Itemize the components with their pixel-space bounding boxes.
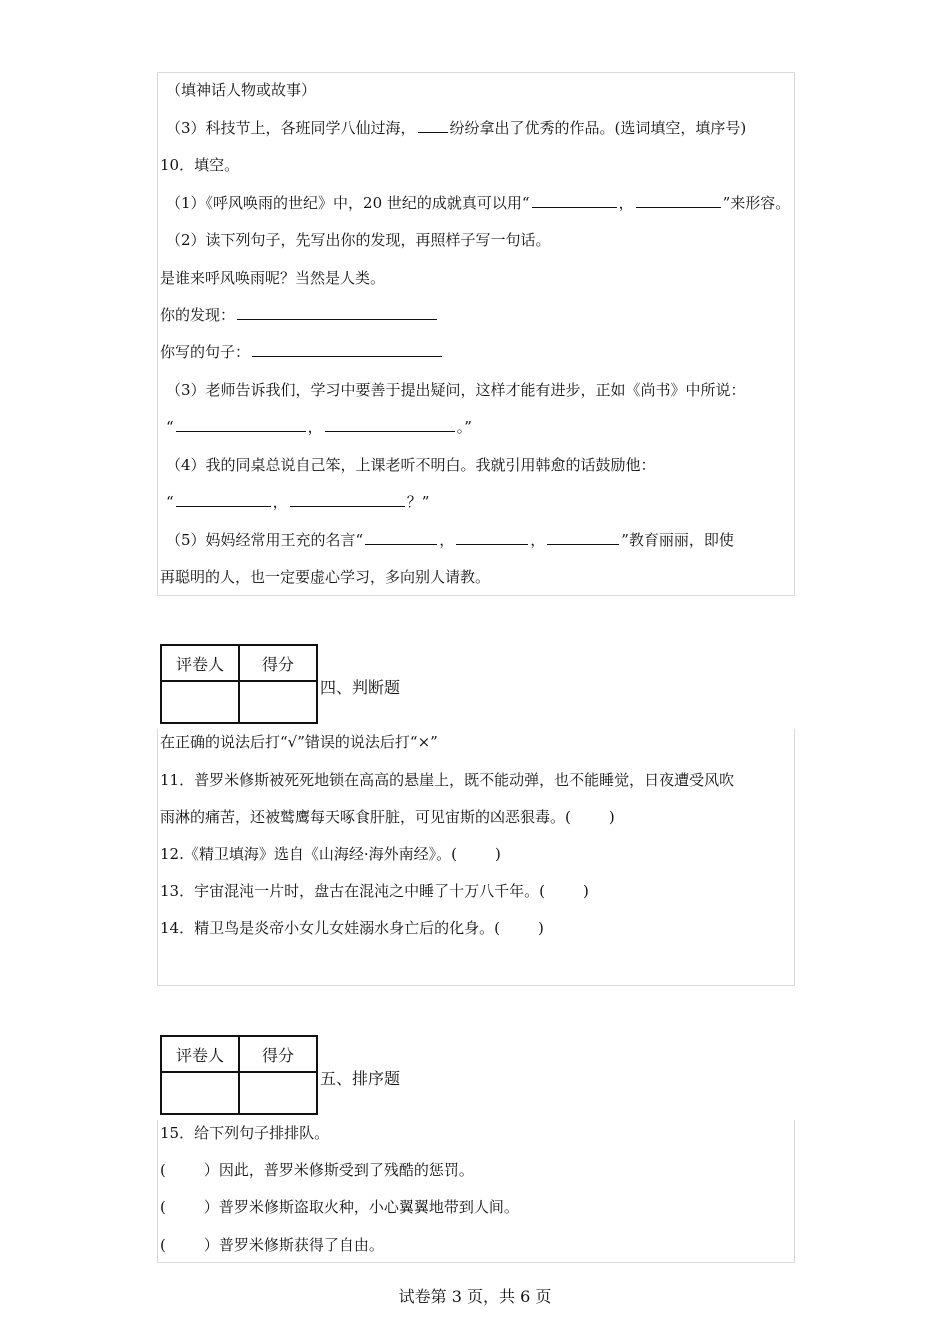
grader-cell[interactable]	[161, 1072, 239, 1114]
q10-discovery: 你的发现：	[160, 305, 439, 325]
order-item: ( ）普罗米修斯盗取火种，小心翼翼地带到人间。	[160, 1198, 519, 1216]
blank[interactable]	[325, 417, 455, 432]
q15: 15．给下列句子排排队。	[160, 1124, 330, 1142]
sentence-blank[interactable]	[252, 342, 442, 357]
score-table-section5	[160, 1035, 318, 1115]
q10-s4-blanks: “ ， ？”	[166, 493, 430, 511]
order-item: ( ）因此，普罗米修斯受到了残酷的惩罚。	[160, 1161, 474, 1179]
grader-header: 评卷人	[161, 645, 239, 681]
q12: 12.《精卫填海》选自《山海经·海外南经》。( )	[160, 845, 501, 863]
q10-s4: （4）我的同桌总说自己笨，上课老听不明白。我就引用韩愈的话鼓励他：	[166, 456, 656, 474]
section4-instruction: 在正确的说法后打“√”错误的说法后打“×”	[160, 733, 438, 751]
score-header: 得分	[239, 1036, 317, 1072]
q10-s3-blanks: “ ， 。”	[166, 418, 472, 436]
q10-s5-cont: 再聪明的人，也一定要虚心学习，多向别人请教。	[160, 568, 491, 586]
blank[interactable]	[290, 492, 405, 507]
page-footer: 试卷第 3 页，共 6 页	[398, 1287, 552, 1306]
q9-line-a: （填神话人物或故事）	[166, 81, 317, 99]
q10-sentence: 你写的句子：	[160, 342, 444, 362]
blank[interactable]	[176, 417, 306, 432]
order-item: ( ）普罗米修斯获得了自由。	[160, 1236, 384, 1254]
grader-header: 评卷人	[161, 1036, 239, 1072]
score-table-section4	[160, 644, 318, 724]
q14: 14．精卫鸟是炎帝小女儿女娃溺水身亡后的化身。( )	[160, 919, 544, 937]
q10-title: 10．填空。	[160, 156, 240, 174]
blank[interactable]	[547, 530, 619, 545]
q10-s5: （5）妈妈经常用王充的名言“ ， ， ”教育丽丽，即使	[166, 531, 734, 549]
q13: 13．宇宙混沌一片时，盘古在混沌之中睡了十万八千年。( )	[160, 882, 589, 900]
section4-title: 四、判断题	[320, 678, 401, 697]
blank[interactable]	[456, 530, 528, 545]
score-cell[interactable]	[239, 681, 317, 723]
blank[interactable]	[365, 530, 437, 545]
blank[interactable]	[176, 492, 271, 507]
q11-line-a: 11．普罗米修斯被死死地锁在高高的悬崖上，既不能动弹，也不能睡觉，日夜遭受风吹	[160, 771, 735, 789]
q10-s1: （1）《呼风唤雨的世纪》中，20 世纪的成就真可以用“ ， ”来形容。	[166, 194, 791, 212]
grader-cell[interactable]	[161, 681, 239, 723]
q10-example: 是谁来呼风唤雨呢？当然是人类。	[160, 269, 386, 287]
q10-s2: （2）读下列句子，先写出你的发现，再照样子写一句话。	[166, 231, 551, 249]
question-box-q9-q10	[157, 72, 795, 596]
blank[interactable]	[532, 193, 617, 208]
section5-title: 五、排序题	[320, 1069, 401, 1088]
q9-line-b: （3）科技节上，各班同学八仙过海， 纷纷拿出了优秀的作品。(选词填空，填序号)	[166, 119, 747, 137]
blank[interactable]	[418, 118, 448, 133]
q10-s3: （3）老师告诉我们，学习中要善于提出疑问，这样才能有进步，正如《尚书》中所说：	[166, 381, 746, 399]
q11-line-b: 雨淋的痛苦，还被鹫鹰每天啄食肝脏，可见宙斯的凶恶狠毒。( )	[160, 808, 615, 826]
score-header: 得分	[239, 645, 317, 681]
discovery-blank[interactable]	[237, 305, 437, 320]
score-cell[interactable]	[239, 1072, 317, 1114]
blank[interactable]	[636, 193, 721, 208]
